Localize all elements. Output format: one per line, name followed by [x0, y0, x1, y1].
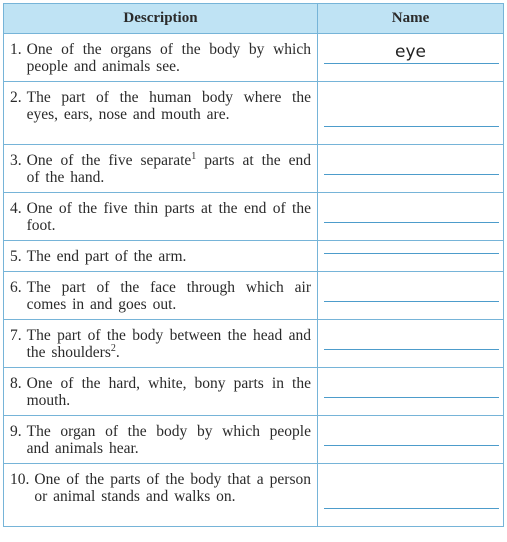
description-cell: [4, 34, 318, 82]
item-description: The end part of the arm.: [26, 248, 187, 265]
table-row: [4, 145, 504, 193]
item-description: The part of the human body where the eyes, ears, nose and mouth are.: [26, 89, 311, 123]
item-number: 9.: [10, 423, 22, 440]
answer-line[interactable]: [324, 222, 499, 223]
description-cell: [4, 416, 318, 464]
table-row: [4, 193, 504, 241]
answer-line[interactable]: [324, 397, 499, 398]
item-number: 4.: [10, 200, 22, 217]
table-row: [4, 241, 504, 272]
item-number: 2.: [10, 89, 22, 106]
description-cell: [4, 193, 318, 241]
item-number: 10.: [10, 471, 30, 488]
answer-cell[interactable]: [318, 272, 504, 320]
answer-text: eye: [395, 42, 426, 62]
answer-cell[interactable]: [318, 241, 504, 272]
item-description: One of the parts of the body that a person or animal stands and walks on.: [34, 471, 311, 505]
table-row: [4, 272, 504, 320]
answer-line[interactable]: [324, 174, 499, 175]
vocabulary-table: [3, 3, 504, 527]
answer-line[interactable]: [324, 301, 499, 302]
answer-cell[interactable]: [318, 82, 504, 145]
answer-cell[interactable]: [318, 145, 504, 193]
answer-cell[interactable]: [318, 464, 504, 527]
item-description: One of the hard, white, bony parts in the mouth.: [26, 375, 311, 409]
description-cell: [4, 368, 318, 416]
item-description: One of the organs of the body by which people and animals see.: [26, 41, 311, 75]
item-description: The organ of the body by which people and animals hear.: [26, 423, 311, 457]
item-description: One of the five thin parts at the end of the foot.: [26, 200, 311, 234]
table-row: [4, 416, 504, 464]
item-number: 1.: [10, 41, 22, 58]
name-header: Name: [318, 4, 504, 34]
answer-line[interactable]: [324, 253, 499, 254]
item-number: 8.: [10, 375, 22, 392]
footnote-marker: 2: [110, 342, 116, 354]
table-row: [4, 82, 504, 145]
table-row: [4, 320, 504, 368]
table-row: [4, 464, 504, 527]
answer-line[interactable]: [324, 508, 499, 509]
answer-line[interactable]: [324, 63, 499, 64]
item-description: One of the five separate$^1$ parts at the end of the hand.: [26, 150, 311, 186]
answer-cell[interactable]: [318, 416, 504, 464]
answer-cell[interactable]: [318, 193, 504, 241]
description-cell: [4, 464, 318, 527]
answer-line[interactable]: [324, 349, 499, 350]
description-cell: [4, 145, 318, 193]
item-number: 3.: [10, 152, 22, 169]
description-cell: [4, 272, 318, 320]
answer-cell[interactable]: [318, 368, 504, 416]
item-number: 6.: [10, 279, 22, 296]
item-description: The part of the body between the head and the shoulders$^2$.: [26, 327, 311, 361]
answer-line[interactable]: [324, 126, 499, 127]
item-number: 7.: [10, 327, 22, 344]
item-description: The part of the face through which air comes in and goes out.: [26, 279, 311, 313]
description-cell: [4, 320, 318, 368]
description-header: Description: [4, 4, 318, 34]
answer-cell[interactable]: [318, 320, 504, 368]
table-row: [4, 34, 504, 82]
header-row: [4, 4, 504, 34]
item-number: 5.: [10, 248, 22, 265]
footnote-marker: 1: [191, 150, 197, 162]
answer-cell[interactable]: [318, 34, 504, 82]
description-cell: [4, 241, 318, 272]
answer-line[interactable]: [324, 445, 499, 446]
description-cell: [4, 82, 318, 145]
table-row: [4, 368, 504, 416]
